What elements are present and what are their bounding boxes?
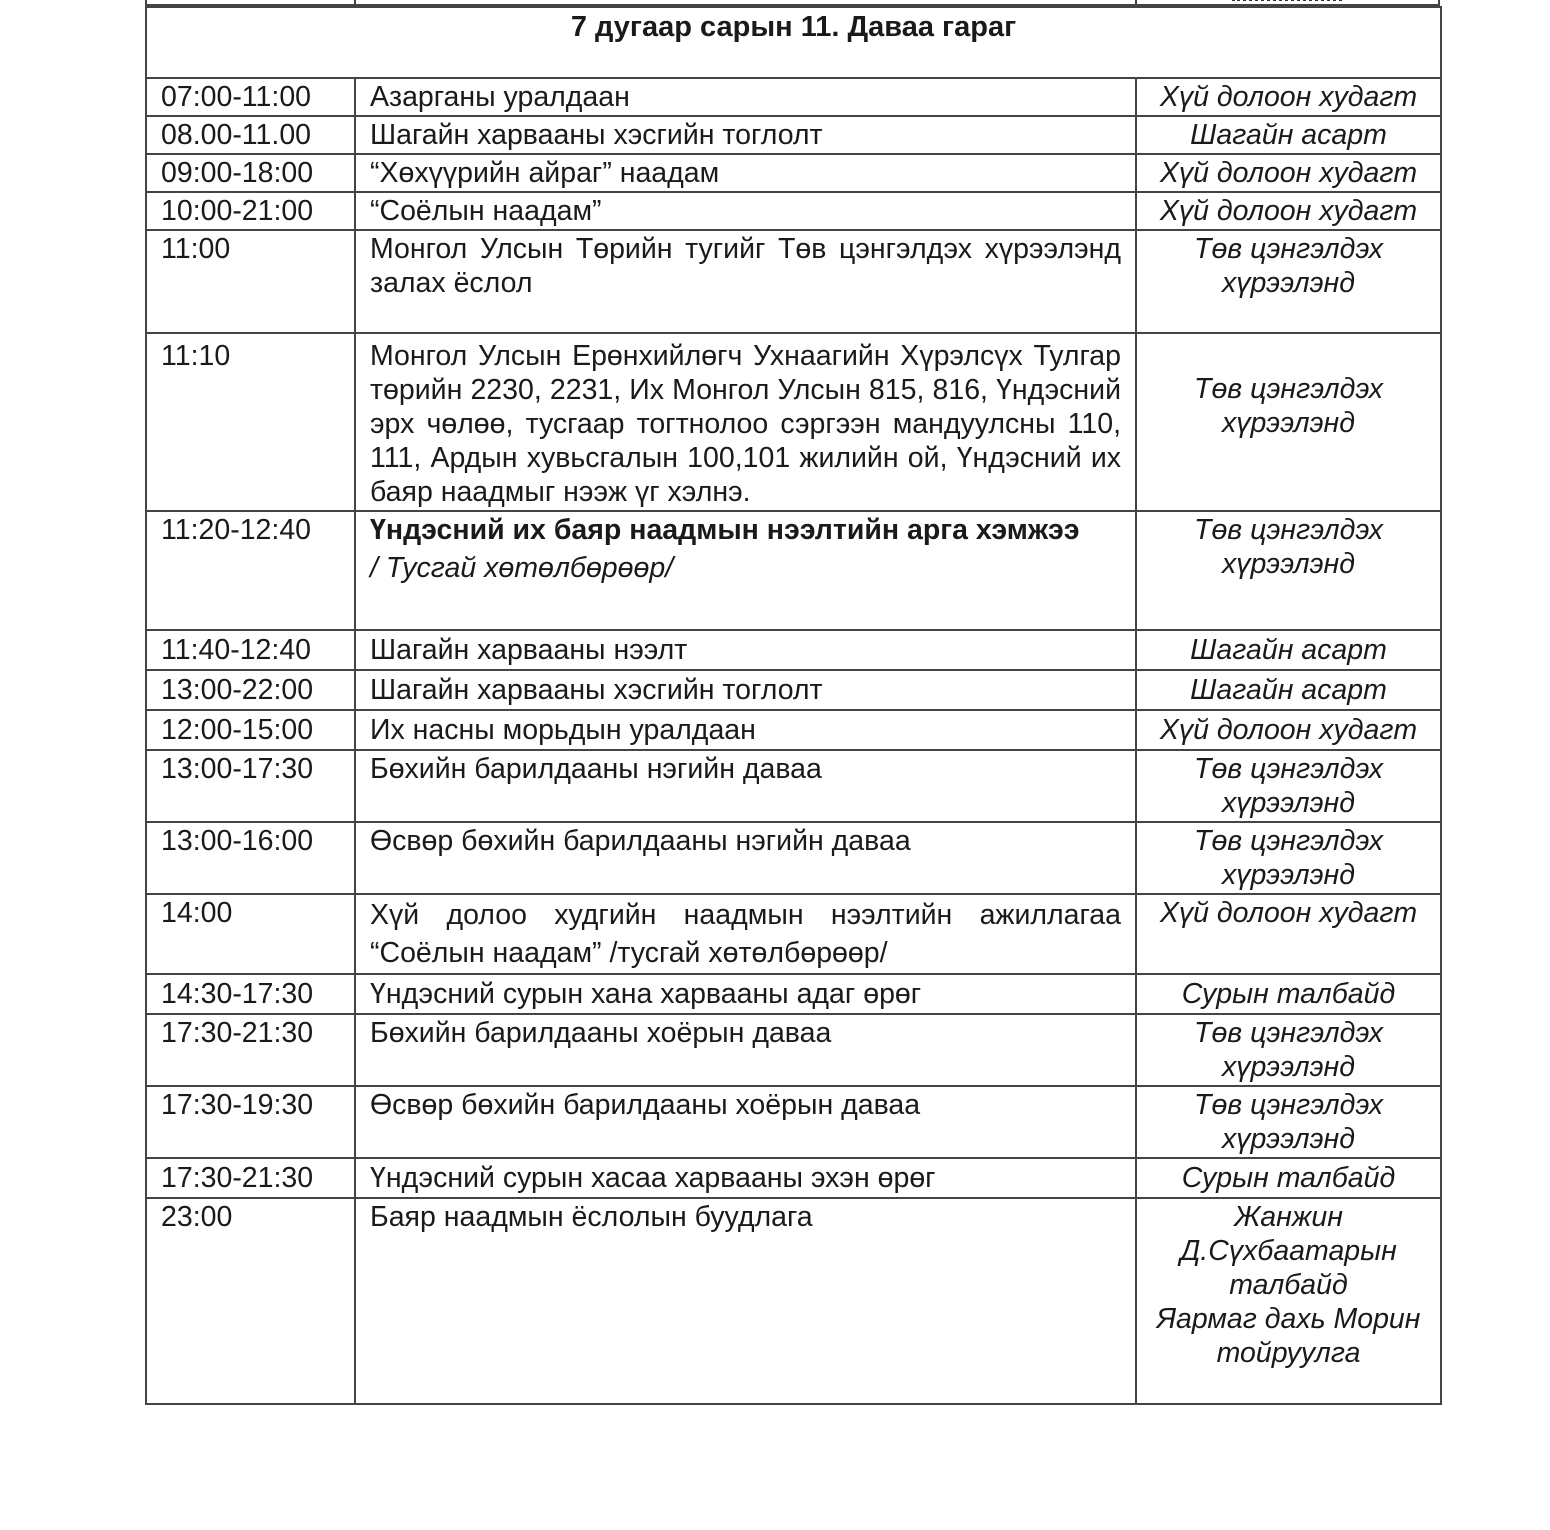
table-row	[146, 333, 1441, 511]
table-row	[146, 822, 1441, 894]
time-cell: 23:00	[146, 1198, 355, 1404]
event-cell: Монгол Улсын Ерөнхийлөгч Ухнаагийн Хүрэлсүх Тулгар төрийн 2230, 2231, Их Монгол Улсын 815, 816, Үндэсний эрх чөлөө, тусгаар тогтнолоо сэргээн мандуулсны 110, 111, Ардын хувьсгалын 100,101 жилийн ой, Үндэсний их баяр наадмыг нээж үг хэлнэ.	[355, 333, 1136, 511]
schedule-table	[145, 6, 1442, 1405]
time-cell: 11:40-12:40	[146, 630, 355, 670]
table-row	[146, 230, 1441, 333]
table-row	[146, 1014, 1441, 1086]
event-cell: “Хөхүүрийн айраг” наадам	[355, 154, 1136, 192]
time-cell: 14:30-17:30	[146, 974, 355, 1014]
table-row	[146, 1086, 1441, 1158]
event-cell: Үндэсний сурын хана харвааны адаг өрөг	[355, 974, 1136, 1014]
time-cell: 11:00	[146, 230, 355, 333]
table-row	[146, 630, 1441, 670]
time-cell: 17:30-21:30	[146, 1014, 355, 1086]
place-cell: Сурын талбайд	[1136, 974, 1441, 1014]
event-cell: Хүй долоо худгийн наадмын нээлтийн ажиллагаа “Соёлын наадам” /тусгай хөтөлбөрөөр/	[355, 894, 1136, 974]
place-primary: Жанжин Д.Сүхбаатарын талбайд	[1180, 1201, 1397, 1301]
time-cell: 10:00-21:00	[146, 192, 355, 230]
place-cell: Төв цэнгэлдэх хүрээлэнд	[1136, 750, 1441, 822]
time-cell: 13:00-17:30	[146, 750, 355, 822]
time-cell: 11:20-12:40	[146, 511, 355, 630]
table-row	[146, 154, 1441, 192]
table-row	[146, 192, 1441, 230]
place-cell: Төв цэнгэлдэх хүрээлэнд	[1136, 511, 1441, 630]
table-row	[146, 710, 1441, 750]
place-cell: Төв цэнгэлдэх хүрээлэнд	[1136, 333, 1441, 511]
event-cell: “Соёлын наадам”	[355, 192, 1136, 230]
place-cell: Хүй долоон худагт	[1136, 78, 1441, 116]
event-cell: Их насны морьдын уралдаан	[355, 710, 1136, 750]
day-header: 7 дугаар сарын 11. Даваа гараг	[146, 7, 1441, 78]
day-header-row	[146, 7, 1441, 78]
event-title: Үндэсний их баяр наадмын нээлтийн арга хэмжээ	[370, 514, 1080, 546]
place-cell: Шагайн асарт	[1136, 630, 1441, 670]
place-cell: Сурын талбайд	[1136, 1158, 1441, 1198]
time-cell: 13:00-16:00	[146, 822, 355, 894]
event-cell: Үндэсний сурын хасаа харвааны эхэн өрөг	[355, 1158, 1136, 1198]
event-cell: Бөхийн барилдааны хоёрын даваа	[355, 1014, 1136, 1086]
table-row	[146, 116, 1441, 154]
place-cell: Шагайн асарт	[1136, 116, 1441, 154]
event-cell	[355, 511, 1136, 630]
place-cell: Төв цэнгэлдэх хүрээлэнд	[1136, 822, 1441, 894]
place-cell: Хүй долоон худагт	[1136, 710, 1441, 750]
time-cell: 17:30-19:30	[146, 1086, 355, 1158]
event-cell: Шагайн харвааны нээлт	[355, 630, 1136, 670]
event-cell: Шагайн харвааны хэсгийн тоглолт	[355, 116, 1136, 154]
place-cell: Шагайн асарт	[1136, 670, 1441, 710]
table-row	[146, 1158, 1441, 1198]
event-cell: Өсвөр бөхийн барилдааны хоёрын даваа	[355, 1086, 1136, 1158]
table-row	[146, 511, 1441, 630]
time-cell: 12:00-15:00	[146, 710, 355, 750]
place-cell: Төв цэнгэлдэх хүрээлэнд	[1136, 230, 1441, 333]
place-cell	[1136, 1198, 1441, 1404]
table-row	[146, 894, 1441, 974]
time-cell: 11:10	[146, 333, 355, 511]
cut-off-text-fragment	[1232, 0, 1342, 1]
event-cell: Монгол Улсын Төрийн тугийг Төв цэнгэлдэх хүрээлэнд залах ёслол	[355, 230, 1136, 333]
event-cell: Бөхийн барилдааны нэгийн даваа	[355, 750, 1136, 822]
place-cell: Төв цэнгэлдэх хүрээлэнд	[1136, 1086, 1441, 1158]
table-row	[146, 670, 1441, 710]
time-cell: 14:00	[146, 894, 355, 974]
event-note: / Тусгай хөтөлбөрөөр/	[370, 552, 674, 584]
event-cell: Баяр наадмын ёслолын буудлага	[355, 1198, 1136, 1404]
place-cell: Хүй долоон худагт	[1136, 154, 1441, 192]
event-cell: Шагайн харвааны хэсгийн тоглолт	[355, 670, 1136, 710]
table-row	[146, 78, 1441, 116]
time-cell: 08.00-11.00	[146, 116, 355, 154]
event-cell: Өсвөр бөхийн барилдааны нэгийн даваа	[355, 822, 1136, 894]
time-cell: 07:00-11:00	[146, 78, 355, 116]
place-cell: Төв цэнгэлдэх хүрээлэнд	[1136, 1014, 1441, 1086]
place-secondary: Яармаг дахь Морин тойруулга	[1156, 1303, 1421, 1369]
place-cell: Хүй долоон худагт	[1136, 894, 1441, 974]
table-row	[146, 974, 1441, 1014]
time-cell: 17:30-21:30	[146, 1158, 355, 1198]
time-cell: 13:00-22:00	[146, 670, 355, 710]
time-cell: 09:00-18:00	[146, 154, 355, 192]
table-row	[146, 750, 1441, 822]
event-cell: Азарганы уралдаан	[355, 78, 1136, 116]
place-cell: Хүй долоон худагт	[1136, 192, 1441, 230]
table-row	[146, 1198, 1441, 1404]
